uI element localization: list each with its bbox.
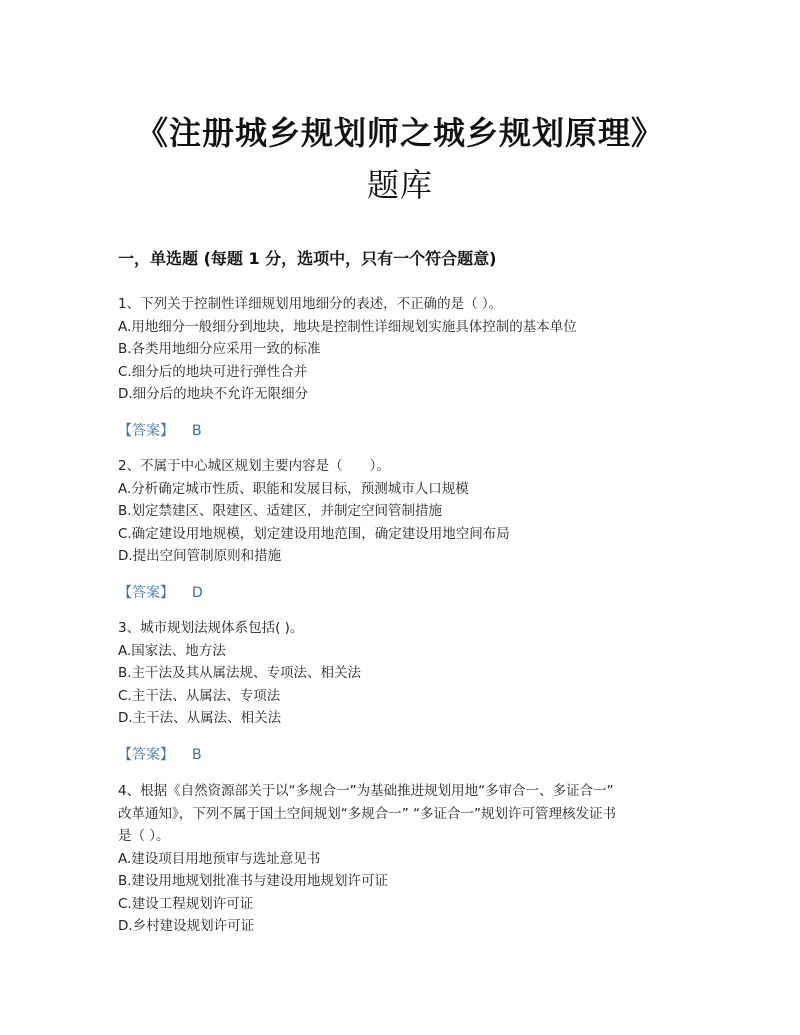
answer-value: B [192, 747, 202, 763]
answer-value: D [192, 585, 203, 601]
question-stem: 3、城市规划法规体系包括( )。 [118, 620, 304, 636]
option-a: A.分析确定城市性质、职能和发展目标，预测城市人口规模 [118, 480, 469, 497]
option-b: B.各类用地细分应采用一致的标准 [118, 341, 321, 357]
answer-label: 【答案】 [118, 585, 174, 601]
option-c: C.确定建设用地规模，划定建设用地范围，确定建设用地空间布局 [118, 525, 510, 542]
question-3 [118, 617, 688, 730]
question-2 [118, 455, 688, 568]
question-stem-line-1: 4、根据《自然资源部关于以“多规合一”为基础推进规划用地“多审合一、多证合一” [118, 783, 614, 799]
option-a: A.国家法、地方法 [118, 642, 226, 659]
answer-1 [118, 420, 202, 440]
answer-value: B [192, 423, 202, 439]
section-heading: 一，单选题 (每题 1 分，选项中，只有一个符合题意) [118, 249, 497, 268]
option-a: A.建设项目用地预审与选址意见书 [118, 850, 321, 867]
question-1 [118, 293, 688, 406]
question-4 [118, 780, 688, 938]
document-title: 《注册城乡规划师之城乡规划原理》 [135, 114, 664, 152]
answer-label: 【答案】 [118, 747, 174, 763]
answer-3 [118, 744, 202, 764]
option-d: D.提出空间管制原则和措施 [118, 548, 282, 564]
option-d: D.主干法、从属法、相关法 [118, 710, 282, 726]
option-b: B.划定禁建区、限建区、适建区，并制定空间管制措施 [118, 503, 443, 519]
option-a: A.用地细分一般细分到地块，地块是控制性详细规划实施具体控制的基本单位 [118, 318, 577, 335]
document-subtitle: 题库 [366, 166, 433, 204]
option-c: C.主干法、从属法、专项法 [118, 687, 281, 704]
question-stem-line-2: 改革通知》，下列不属于国土空间规划“多规合一” “多证合一”规划许可管理核发证书 [118, 805, 617, 822]
option-b: B.建设用地规划批准书与建设用地规划许可证 [118, 873, 389, 889]
option-c: C.建设工程规划许可证 [118, 895, 254, 912]
option-b: B.主干法及其从属法规、专项法、相关法 [118, 665, 362, 681]
answer-2 [118, 582, 203, 602]
question-stem: 2、不属于中心城区规划主要内容是（ ）。 [118, 458, 390, 474]
question-stem-line-3: 是（ ）。 [118, 828, 170, 844]
option-d: D.细分后的地块不允许无限细分 [118, 386, 309, 402]
option-c: C.细分后的地块可进行弹性合并 [118, 363, 308, 380]
option-d: D.乡村建设规划许可证 [118, 918, 255, 934]
answer-label: 【答案】 [118, 423, 174, 439]
question-stem: 1、下列关于控制性详细规划用地细分的表述，不正确的是（ ）。 [118, 296, 503, 312]
